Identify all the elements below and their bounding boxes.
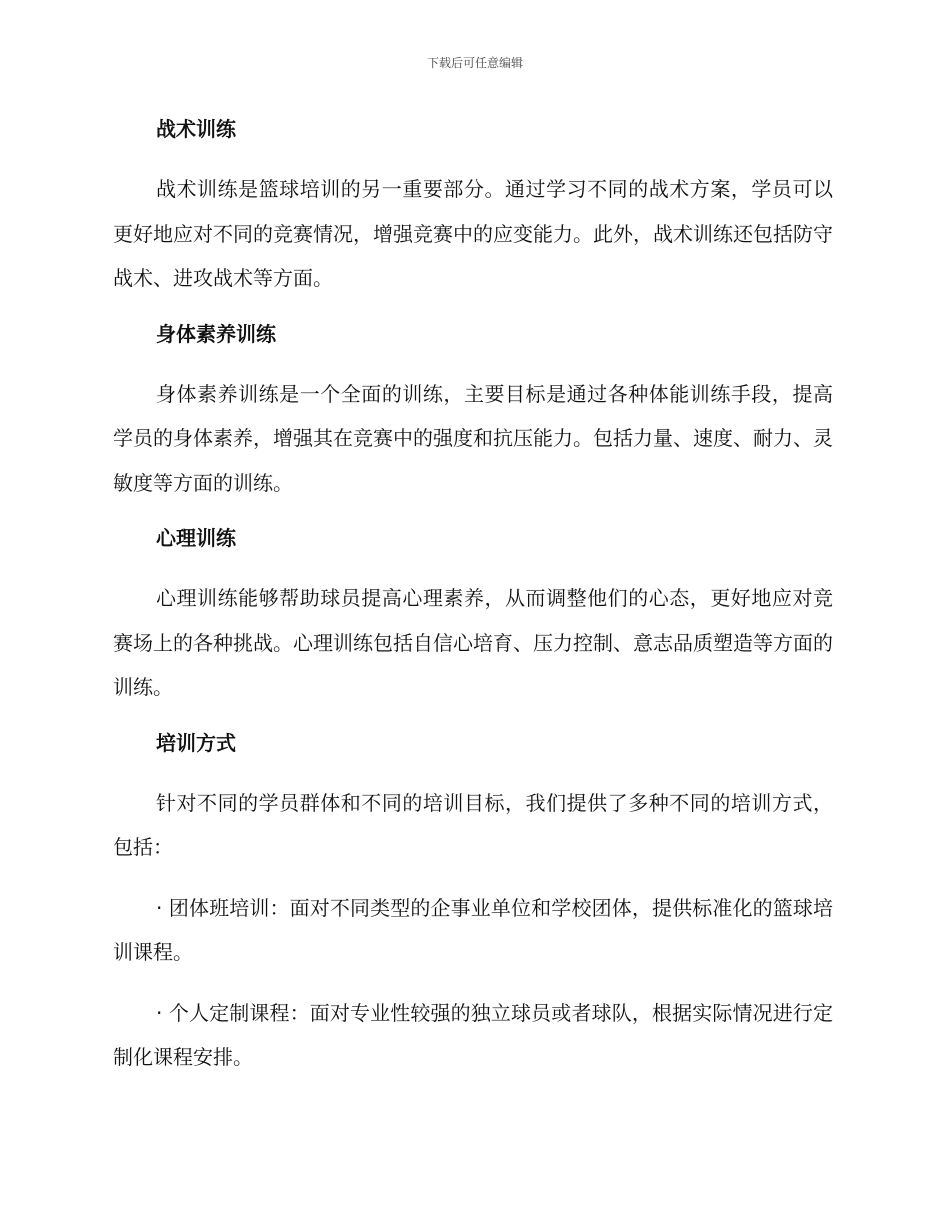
section-heading-physical: 身体素养训练	[156, 321, 276, 346]
bullet-item-group-training: · 团体班培训：面对不同类型的企事业单位和学校团体，提供标准化的篮球培训课程。	[113, 895, 833, 964]
section-body-methods: 针对不同的学员群体和不同的培训目标，我们提供了多种不同的培训方式，包括：	[113, 790, 833, 859]
section-body-mental: 心理训练能够帮助球员提高心理素养，从而调整他们的心态，更好地应对竞赛场上的各种挑战。心理训练包括自信心培育、压力控制、意志品质塑造等方面的训练。	[113, 586, 833, 699]
section-heading-methods: 培训方式	[156, 730, 236, 755]
section-body-tactical: 战术训练是篮球培训的另一重要部分。通过学习不同的战术方案，学员可以更好地应对不同的竞赛情况，增强竞赛中的应变能力。此外，战术训练还包括防守战术、进攻战术等方面。	[113, 177, 833, 290]
bullet-item-custom-course: · 个人定制课程：面对专业性较强的独立球员或者球队，根据实际情况进行定制化课程安排。	[113, 1000, 833, 1069]
section-heading-mental: 心理训练	[156, 526, 236, 550]
section-heading-tactical: 战术训练	[156, 117, 236, 141]
document-body	[113, 112, 833, 1096]
section-body-physical: 身体素养训练是一个全面的训练，主要目标是通过各种体能训练手段，提高学员的身体素养，增强其在竞赛中的强度和抗压能力。包括力量、速度、耐力、灵敏度等方面的训练。	[113, 381, 833, 495]
page-header: 下载后可任意编辑	[426, 56, 523, 70]
